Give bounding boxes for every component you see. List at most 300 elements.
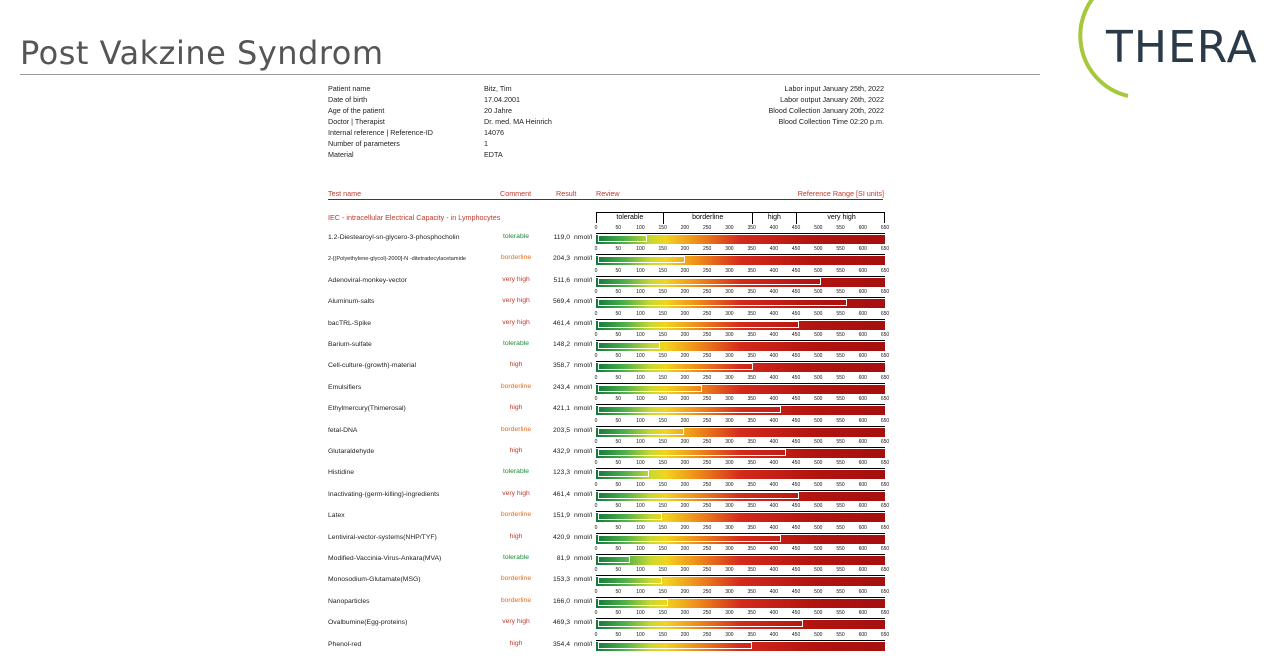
scale-tick-label: 50 <box>615 610 621 617</box>
scale-tick-label: 300 <box>725 417 734 424</box>
test-name: Aluminum-salts <box>328 298 375 306</box>
scale-tick-label: 100 <box>636 524 645 531</box>
scale-tick-label: 400 <box>769 267 779 274</box>
test-unit: nmol/l <box>574 341 593 348</box>
scale-tick-label: 450 <box>791 546 801 552</box>
scale-tick-label: 650 <box>880 588 890 595</box>
scale-tick-label: 100 <box>636 588 645 595</box>
scale-ticks <box>594 353 890 361</box>
scale-tick-label: 550 <box>836 631 845 638</box>
scale-tick-label: 250 <box>702 310 712 317</box>
test-name: Histidine <box>328 469 355 477</box>
header-result: Result <box>556 189 577 198</box>
scale-tick-label: 250 <box>702 546 712 552</box>
test-unit: nmol/l <box>574 576 593 584</box>
scale-tick-label: 600 <box>858 267 867 274</box>
scale-ticks <box>594 567 890 575</box>
scale-tick-label: 500 <box>814 289 823 296</box>
test-name: Adenoviral-monkey-vector <box>328 276 407 284</box>
test-row <box>328 225 888 246</box>
scale-tick-label: 200 <box>680 353 690 360</box>
test-name: Nanoparticles <box>328 597 370 605</box>
scale-tick-label: 550 <box>836 481 845 488</box>
scale-tick-label: 400 <box>769 524 779 531</box>
patient-info-value: 1 <box>484 139 488 148</box>
test-row <box>328 546 888 567</box>
scale-tick-label: 50 <box>615 524 621 531</box>
scale-tick-label: 600 <box>858 610 867 617</box>
scale-tick-label: 450 <box>791 289 801 296</box>
header-reference: Reference Range [SI units] <box>797 189 884 198</box>
scale-tick-label: 650 <box>880 503 890 510</box>
scale-tick-label: 200 <box>680 310 690 317</box>
scale-tick-label: 300 <box>725 374 734 381</box>
section-title: IEC - intracellular Electrical Capacity - in Lymphocytes <box>328 213 501 222</box>
scale-tick-label: 400 <box>769 567 779 574</box>
test-result: 123,3 <box>552 469 570 477</box>
test-name: Phenol-red <box>328 640 362 648</box>
test-comment: very high <box>502 318 530 326</box>
scale-tick-label: 600 <box>858 417 867 424</box>
scale-tick-label: 500 <box>814 246 823 253</box>
scale-tick-label: 100 <box>636 546 645 552</box>
scale-tick-label: 0 <box>594 374 598 381</box>
scale-tick-label: 600 <box>858 631 867 638</box>
scale-tick-label: 450 <box>791 332 801 338</box>
scale-tick-label: 0 <box>594 310 598 317</box>
scale-tick-label: 600 <box>858 225 867 231</box>
scale-tick-label: 50 <box>615 460 621 467</box>
test-row <box>328 567 888 588</box>
test-row <box>328 418 888 439</box>
scale-tick-label: 300 <box>725 396 734 403</box>
scale-tick-label: 500 <box>814 546 823 552</box>
lab-report <box>328 84 890 667</box>
scale-tick-label: 400 <box>769 481 779 488</box>
scale-tick-label: 450 <box>791 631 801 638</box>
test-unit: nmol/l <box>574 383 593 391</box>
scale-tick-label: 350 <box>747 546 756 552</box>
test-comment: borderline <box>500 575 532 583</box>
scale-tick-label: 350 <box>747 310 756 317</box>
patient-info-row <box>328 150 888 161</box>
test-result: 569,4 <box>552 298 570 306</box>
scale-tick-label: 400 <box>769 396 779 403</box>
test-result: 420,9 <box>552 533 570 541</box>
header-review: Review <box>596 189 620 198</box>
scale-tick-label: 650 <box>880 267 890 274</box>
scale-tick-label: 550 <box>836 524 845 531</box>
header-comment: Comment <box>500 189 532 198</box>
patient-info-label: Date of birth <box>328 95 368 104</box>
scale-tick-label: 200 <box>680 396 690 403</box>
scale-tick-label: 100 <box>636 374 645 381</box>
scale-tick-label: 150 <box>658 460 667 467</box>
scale-tick-label: 100 <box>636 439 645 445</box>
scale-tick-label: 250 <box>702 289 712 296</box>
patient-info-row <box>328 117 888 128</box>
scale-tick-label: 450 <box>791 267 801 274</box>
test-name: 1.2-Diestearoyl-sn-glycero-3-phosphocholin <box>328 234 460 241</box>
scale-tick-label: 500 <box>814 353 823 360</box>
scale-tick-label: 200 <box>680 332 690 338</box>
test-comment: very high <box>502 489 530 497</box>
scale-tick-label: 350 <box>747 567 756 574</box>
scale-tick-label: 250 <box>702 524 712 531</box>
scale-tick-label: 250 <box>702 225 712 231</box>
scale-tick-label: 150 <box>658 610 667 617</box>
scale-ticks <box>594 374 890 383</box>
scale-tick-label: 0 <box>594 546 598 552</box>
scale-tick-label: 650 <box>880 332 890 338</box>
scale-tick-label: 0 <box>594 396 598 403</box>
scale-tick-label: 100 <box>636 460 645 467</box>
scale-tick-label: 400 <box>769 460 779 467</box>
test-comment: high <box>509 404 523 412</box>
result-marker <box>598 406 781 413</box>
scale-tick-label: 350 <box>747 439 756 445</box>
test-row <box>328 460 888 481</box>
test-comment: high <box>509 447 523 454</box>
scale-tick-label: 450 <box>791 417 801 424</box>
scale-tick-label: 250 <box>702 567 712 574</box>
scale-tick-label: 650 <box>880 225 890 231</box>
scale-tick-label: 100 <box>636 353 645 360</box>
test-comment: high <box>509 639 523 647</box>
test-comment: borderline <box>500 382 532 390</box>
scale-tick-label: 200 <box>680 588 690 595</box>
test-result: 153,3 <box>552 576 570 584</box>
test-result: 204,3 <box>552 255 570 263</box>
scale-tick-label: 150 <box>658 631 667 638</box>
test-result: 354,4 <box>552 640 570 648</box>
scale-tick-label: 650 <box>880 631 890 638</box>
test-row <box>328 268 888 289</box>
test-result: 461,4 <box>552 490 570 498</box>
scale-tick-label: 450 <box>791 588 801 595</box>
scale-tick-label: 650 <box>880 481 890 488</box>
test-name: Cell-culture-(growth)-material <box>328 362 417 370</box>
scale-tick-label: 200 <box>680 567 690 574</box>
test-comment: tolerable <box>502 468 530 476</box>
patient-info-label: Age of the patient <box>328 106 385 115</box>
scale-tick-label: 500 <box>814 439 823 445</box>
scale-tick-label: 200 <box>680 417 690 424</box>
result-marker <box>598 599 668 606</box>
patient-info-value: 17.04.2001 <box>484 95 520 104</box>
scale-tick-label: 50 <box>615 439 621 445</box>
scale-tick-label: 300 <box>725 460 734 467</box>
scale-tick-label: 350 <box>747 417 756 424</box>
result-marker <box>598 642 752 649</box>
scale-tick-label: 350 <box>747 396 756 403</box>
slide-title: Post Vakzine Syndrom <box>20 34 384 72</box>
result-marker <box>598 513 662 520</box>
scale-ticks <box>594 289 890 297</box>
scale-tick-label: 0 <box>594 567 598 574</box>
scale-tick-label: 550 <box>836 246 845 253</box>
category-band: very high <box>827 214 856 221</box>
test-comment: borderline <box>500 254 532 262</box>
scale-tick-label: 450 <box>791 246 801 253</box>
scale-tick-label: 200 <box>680 289 690 296</box>
scale-tick-label: 650 <box>880 546 890 552</box>
scale-tick-label: 50 <box>615 289 621 296</box>
test-result: 358,7 <box>552 362 570 370</box>
scale-ticks <box>594 460 890 468</box>
collection-info: Blood Collection Time 02:20 p.m. <box>778 117 884 126</box>
scale-ticks <box>594 546 890 554</box>
scale-tick-label: 150 <box>658 332 667 338</box>
scale-tick-label: 250 <box>702 460 712 467</box>
test-comment: borderline <box>500 425 532 433</box>
scale-tick-label: 500 <box>814 374 823 381</box>
scale-tick-label: 0 <box>594 267 598 274</box>
result-marker <box>598 235 647 242</box>
scale-ticks <box>594 267 890 276</box>
test-name: Monosodium-Glutamate(MSG) <box>328 576 421 584</box>
scale-tick-label: 150 <box>658 310 667 317</box>
test-unit: nmol/l <box>574 319 593 327</box>
scale-tick-label: 600 <box>858 439 867 445</box>
scale-tick-label: 250 <box>702 417 712 424</box>
scale-tick-label: 400 <box>769 503 779 510</box>
scale-tick-label: 300 <box>725 631 734 638</box>
title-divider <box>20 74 1040 75</box>
scale-tick-label: 200 <box>680 524 690 531</box>
scale-tick-label: 650 <box>880 524 890 531</box>
scale-tick-label: 150 <box>658 289 667 296</box>
scale-ticks <box>594 225 890 233</box>
scale-ticks <box>594 588 890 597</box>
scale-ticks <box>594 503 890 511</box>
scale-tick-label: 500 <box>814 610 823 617</box>
result-marker <box>598 278 821 285</box>
test-name: Emulsifiers <box>328 383 362 391</box>
scale-tick-label: 100 <box>636 610 645 617</box>
result-marker <box>598 321 799 328</box>
scale-tick-label: 450 <box>791 524 801 531</box>
test-name: 2-[(Polyethylene-glycol)-2000]-N -ditetradecylacetamide <box>328 256 467 263</box>
scale-tick-label: 100 <box>636 417 645 424</box>
scale-tick-label: 450 <box>791 396 801 403</box>
scale-tick-label: 100 <box>636 481 645 488</box>
scale-tick-label: 400 <box>769 225 779 231</box>
test-name: fetal-DNA <box>328 426 358 434</box>
result-marker <box>598 385 702 392</box>
scale-ticks <box>594 246 890 254</box>
scale-tick-label: 650 <box>880 310 890 317</box>
scale-tick-label: 150 <box>658 374 667 381</box>
scale-tick-label: 400 <box>769 631 779 638</box>
scale-tick-label: 150 <box>658 439 667 445</box>
scale-ticks <box>594 417 890 426</box>
test-name: Modified-Vaccinia-Virus-Ankara(MVA) <box>328 555 442 562</box>
patient-info-value: Dr. med. MA Heinrich <box>484 117 552 126</box>
scale-tick-label: 150 <box>658 267 667 274</box>
scale-tick-label: 600 <box>858 246 867 253</box>
scale-tick-label: 300 <box>725 332 734 338</box>
test-unit: nmol/l <box>574 362 593 370</box>
scale-tick-label: 200 <box>680 481 690 488</box>
patient-info-label: Material <box>328 150 354 159</box>
test-result: 81,9 <box>556 555 570 562</box>
patient-info-value: EDTA <box>484 150 503 159</box>
test-unit: nmol/l <box>574 640 593 648</box>
scale-tick-label: 150 <box>658 417 667 424</box>
test-unit: nmol/l <box>574 619 593 627</box>
scale-tick-label: 450 <box>791 310 801 317</box>
scale-tick-label: 250 <box>702 503 712 510</box>
scale-tick-label: 600 <box>858 524 867 531</box>
test-row <box>328 632 888 653</box>
scale-tick-label: 0 <box>594 588 598 595</box>
scale-tick-label: 350 <box>747 610 756 617</box>
test-comment: high <box>509 361 523 369</box>
header-rule <box>328 199 883 200</box>
scale-tick-label: 450 <box>791 481 801 488</box>
scale-tick-label: 400 <box>769 374 779 381</box>
test-comment: very high <box>502 618 530 626</box>
category-bands <box>596 212 885 223</box>
scale-tick-label: 150 <box>658 353 667 360</box>
scale-tick-label: 200 <box>680 246 690 253</box>
scale-tick-label: 600 <box>858 460 867 467</box>
scale-ticks <box>594 610 890 618</box>
patient-info-label: Number of parameters <box>328 139 400 148</box>
test-result: 469,3 <box>552 619 570 627</box>
logo-text: THERA <box>1106 22 1258 73</box>
scale-tick-label: 650 <box>880 396 890 403</box>
scale-tick-label: 550 <box>836 610 845 617</box>
scale-tick-label: 200 <box>680 503 690 510</box>
scale-tick-label: 600 <box>858 374 867 381</box>
scale-ticks <box>594 524 890 533</box>
scale-tick-label: 550 <box>836 417 845 424</box>
scale-tick-label: 450 <box>791 439 801 445</box>
result-marker <box>598 577 662 584</box>
scale-tick-label: 350 <box>747 246 756 253</box>
result-marker <box>598 342 660 349</box>
scale-tick-label: 400 <box>769 310 779 317</box>
test-result: 511,6 <box>553 276 570 284</box>
test-unit: nmol/l <box>574 512 593 520</box>
scale-tick-label: 600 <box>858 567 867 574</box>
scale-tick-label: 150 <box>658 546 667 552</box>
test-name: bacTRL-Spike <box>328 319 372 327</box>
test-result: 203,5 <box>552 426 570 434</box>
scale-tick-label: 500 <box>814 332 823 338</box>
scale-tick-label: 300 <box>725 225 734 231</box>
scale-tick-label: 300 <box>725 289 734 296</box>
test-result: 148,2 <box>552 341 570 348</box>
scale-tick-label: 50 <box>615 481 621 488</box>
scale-tick-label: 600 <box>858 310 867 317</box>
result-marker <box>598 470 649 477</box>
scale-tick-label: 550 <box>836 374 845 381</box>
scale-tick-label: 550 <box>836 289 845 296</box>
scale-tick-label: 650 <box>880 289 890 296</box>
patient-info-row <box>328 128 888 139</box>
scale-tick-label: 100 <box>636 289 645 296</box>
scale-tick-label: 200 <box>680 439 690 445</box>
test-unit: nmol/l <box>574 255 593 263</box>
scale-tick-label: 550 <box>836 310 845 317</box>
scale-tick-label: 550 <box>836 396 845 403</box>
scale-tick-label: 500 <box>814 310 823 317</box>
scale-tick-label: 650 <box>880 353 890 360</box>
test-row <box>328 525 888 546</box>
patient-info-label: Patient name <box>328 84 371 93</box>
test-row <box>328 439 888 460</box>
test-result: 151,9 <box>552 512 570 520</box>
scale-tick-label: 0 <box>594 353 598 360</box>
patient-info-value: 14076 <box>484 128 504 137</box>
test-row <box>328 503 888 524</box>
scale-tick-label: 50 <box>615 310 621 317</box>
scale-tick-label: 400 <box>769 610 779 617</box>
scale-tick-label: 250 <box>702 332 712 338</box>
scale-tick-label: 250 <box>702 246 712 253</box>
result-marker <box>598 363 753 370</box>
category-band: tolerable <box>597 213 664 224</box>
scale-tick-label: 0 <box>594 246 598 253</box>
scale-tick-label: 200 <box>680 267 690 274</box>
scale-tick-label: 400 <box>769 289 779 296</box>
test-comment: very high <box>502 275 530 283</box>
scale-tick-label: 550 <box>836 225 845 231</box>
collection-info: Labor output January 26th, 2022 <box>780 95 884 104</box>
scale-tick-label: 350 <box>747 374 756 381</box>
scale-tick-label: 100 <box>636 396 645 403</box>
test-name: Ethylmercury(Thimerosal) <box>328 405 406 413</box>
scale-tick-label: 600 <box>858 396 867 403</box>
patient-info-label: Doctor | Therapist <box>328 117 385 126</box>
scale-tick-label: 0 <box>594 225 598 231</box>
patient-info-value: 20 Jahre <box>484 106 512 115</box>
scale-tick-label: 300 <box>725 439 734 445</box>
scale-tick-label: 650 <box>880 417 890 424</box>
scale-tick-label: 300 <box>725 588 734 595</box>
test-comment: tolerable <box>502 340 530 347</box>
test-unit: nmol/l <box>574 298 593 306</box>
scale-tick-label: 50 <box>615 396 621 403</box>
test-result: 243,4 <box>552 383 570 391</box>
header-test-name: Test name <box>328 189 362 198</box>
scale-tick-label: 50 <box>615 374 621 381</box>
scale-tick-label: 650 <box>880 610 890 617</box>
scale-tick-label: 200 <box>680 631 690 638</box>
scale-tick-label: 50 <box>615 353 621 360</box>
test-name: Barium-sulfate <box>328 341 372 348</box>
scale-tick-label: 300 <box>725 524 734 531</box>
scale-tick-label: 50 <box>615 267 621 274</box>
scale-tick-label: 500 <box>814 588 823 595</box>
result-marker <box>598 556 630 563</box>
scale-tick-label: 150 <box>658 225 667 231</box>
scale-tick-label: 650 <box>880 374 890 381</box>
scale-tick-label: 150 <box>658 503 667 510</box>
scale-tick-label: 250 <box>702 610 712 617</box>
scale-tick-label: 150 <box>658 246 667 253</box>
scale-tick-label: 350 <box>747 524 756 531</box>
scale-tick-label: 350 <box>747 353 756 360</box>
test-comment: tolerable <box>502 554 530 561</box>
test-row <box>328 353 888 374</box>
scale-tick-label: 550 <box>836 588 845 595</box>
test-name: Latex <box>328 512 345 520</box>
scale-tick-label: 250 <box>702 267 712 274</box>
